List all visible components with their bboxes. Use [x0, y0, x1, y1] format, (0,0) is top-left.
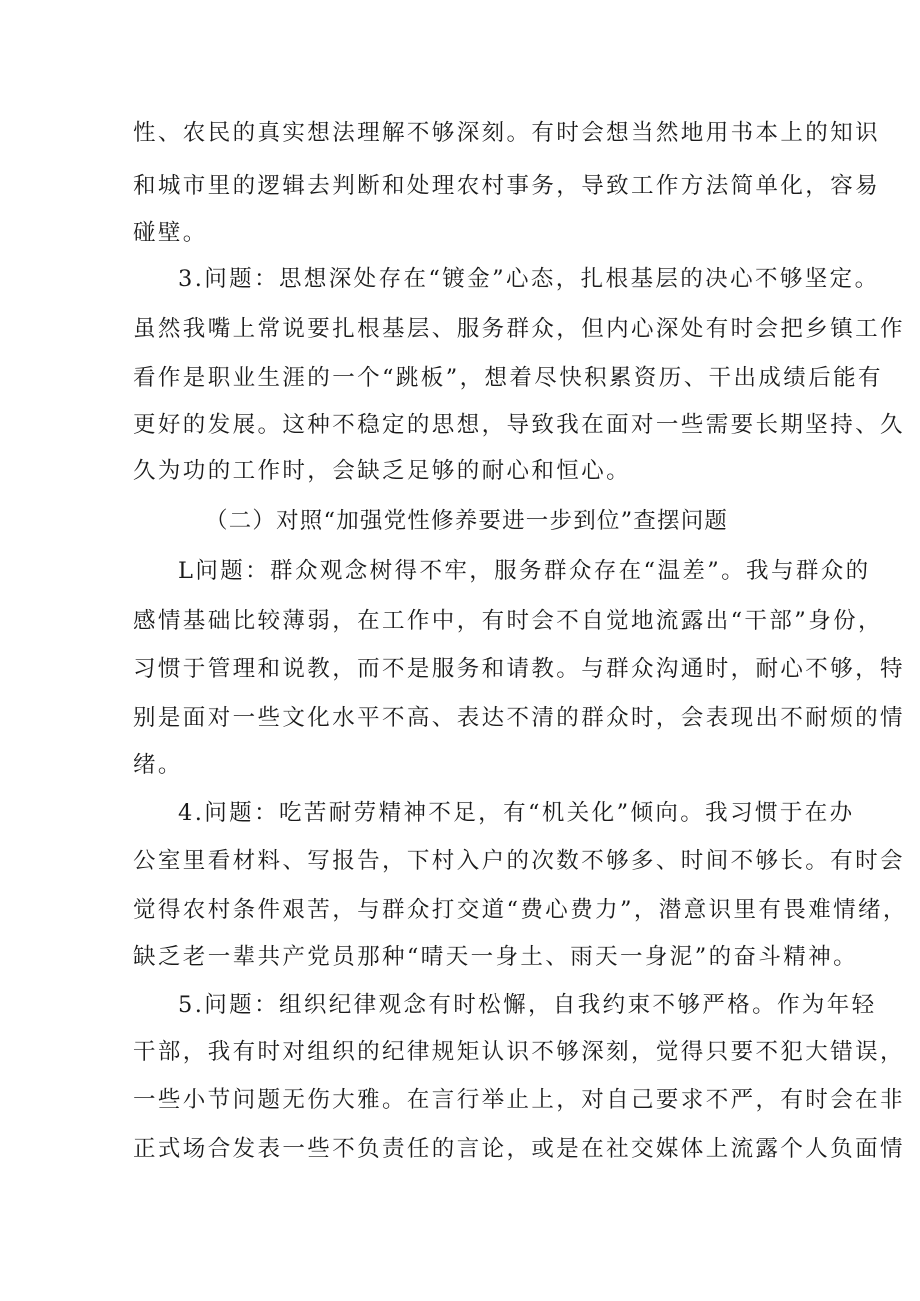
section-heading: （二）对照“加强党性修养要进一步到位”查摆问题 — [205, 508, 729, 534]
text-line: 觉得农村条件艰苦，与群众打交道“费心费力”，潜意识里有畏难情绪， — [133, 897, 908, 923]
text-line: 一些小节问题无伤大雅。在言行举止上，对自己要求不严，有时会在非 — [133, 1087, 905, 1113]
text-line: 别是面对一些文化水平不高、表达不清的群众时，会表现出不耐烦的情 — [133, 705, 905, 731]
text-line: 碰壁。 — [133, 220, 208, 246]
item-4-heading-line: 4.问题：吃苦耐劳精神不足，有“机关化”倾向。我习惯于在办 — [178, 800, 855, 826]
item-1-heading-line: L问题：群众观念树得不牢，服务群众存在“温差”。我与群众的 — [178, 558, 871, 584]
text-line: 正式场合发表一些不负责任的言论，或是在社交媒体上流露个人负面情 — [133, 1136, 905, 1162]
text-line: 看作是职业生涯的一个“跳板”，想着尽快积累资历、干出成绩后能有 — [133, 365, 883, 391]
text-line: 和城市里的逻辑去判断和处理农村事务，导致工作方法简单化，容易 — [133, 173, 881, 199]
item-3-heading-line: 3.问题：思想深处存在“镀金”心态，扎根基层的决心不够坚定。 — [178, 266, 880, 292]
text-line: 更好的发展。这种不稳定的思想，导致我在面对一些需要长期坚持、久 — [133, 412, 905, 438]
text-line: 缺乏老一辈共产党员那种“晴天一身土、雨天一身泥”的奋斗精神。 — [133, 944, 859, 970]
text-line: 虽然我嘴上常说要扎根基层、服务群众，但内心深处有时会把乡镇工作 — [133, 316, 905, 342]
text-line: 性、农民的真实想法理解不够深刻。有时会想当然地用书本上的知识 — [133, 120, 881, 146]
text-line: 习惯于管理和说教，而不是服务和请教。与群众沟通时，耐心不够，特 — [133, 656, 905, 682]
text-line: 干部，我有时对组织的纪律规矩认识不够深刻，觉得只要不犯大错误， — [133, 1039, 905, 1065]
text-line: 公室里看材料、写报告，下村入户的次数不够多、时间不够长。有时会 — [133, 848, 905, 874]
item-5-heading-line: 5.问题：组织纪律观念有时松懈，自我约束不够严格。作为年轻 — [178, 992, 877, 1018]
text-line: 绪。 — [133, 752, 183, 778]
text-line: 感情基础比较薄弱，在工作中，有时会不自觉地流露出“干部”身份， — [133, 608, 883, 634]
text-line: 久为功的工作时，会缺乏足够的耐心和恒心。 — [133, 458, 632, 484]
